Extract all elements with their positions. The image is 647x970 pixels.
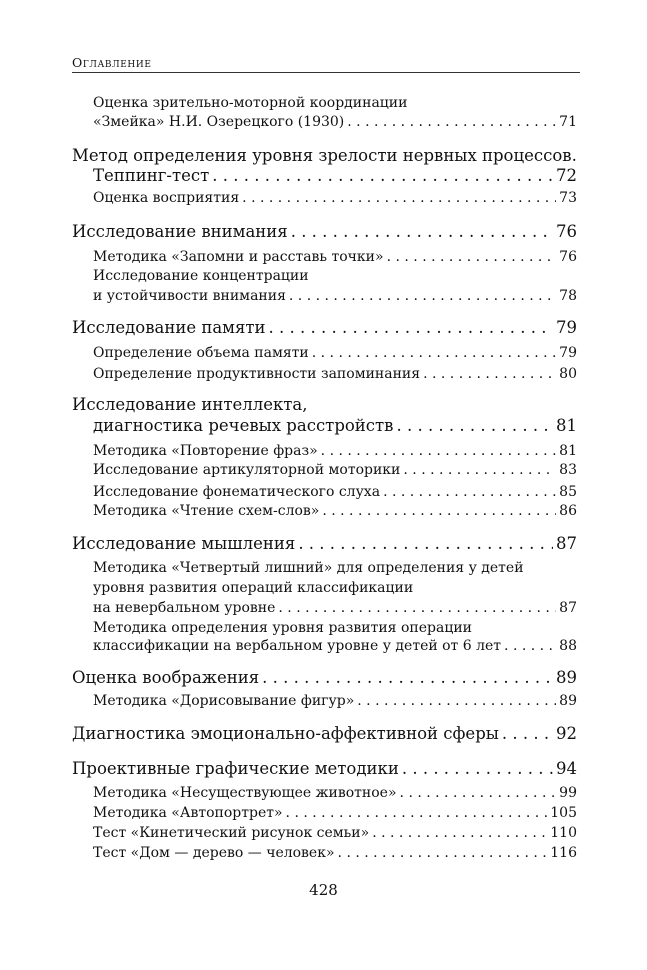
toc-entry[interactable]: «Змейка» Н.И. Озерецкого (1930) . . . 71 <box>93 114 577 130</box>
toc-entry[interactable]: Исследование внимания . . . 76 <box>72 222 577 241</box>
toc-entry[interactable]: Методика «Чтение схем-слов» . . . 86 <box>93 503 577 519</box>
toc-entry[interactable]: Теппинг-тест . . . 72 <box>93 166 577 185</box>
header-title: Оглавление <box>72 55 152 70</box>
page-ref: 87 <box>559 600 577 616</box>
page-ref: 76 <box>559 249 577 265</box>
page-ref: 105 <box>550 805 577 821</box>
page-ref: 94 <box>556 759 577 778</box>
toc-entry[interactable]: Определение объема памяти . . . 79 <box>93 345 577 361</box>
toc-entry[interactable]: Определение продуктивности запоминания . . . 80 <box>93 366 577 382</box>
page-ref: 99 <box>559 785 577 801</box>
page-ref: 80 <box>559 366 577 382</box>
page-ref: 83 <box>559 462 577 478</box>
page-ref: 76 <box>556 222 577 241</box>
running-header <box>72 54 580 73</box>
toc-entry[interactable]: Методика «Автопортрет» . . . 105 <box>93 805 577 821</box>
toc-entry[interactable]: Исследование мышления . . . 87 <box>72 534 577 553</box>
toc-entry[interactable]: Исследование памяти . . . 79 <box>72 318 577 337</box>
toc-entry[interactable]: Методика «Несуществующее животное» . . . 99 <box>93 785 577 801</box>
toc-entry[interactable]: на невербальном уровне . . . 87 <box>93 600 577 616</box>
page-ref: 73 <box>559 190 577 206</box>
toc-line: Исследование интеллекта, <box>72 395 308 414</box>
toc-line: Исследование концентрации <box>93 268 309 284</box>
page-number: 428 <box>309 881 338 899</box>
toc-line: Оценка зрительно-моторной координации <box>93 95 408 111</box>
toc-line: Методика определения уровня развития операции <box>93 620 472 636</box>
page-ref: 85 <box>559 484 577 500</box>
toc-line: Методика «Четвертый лишний» для определения у детей <box>93 560 524 576</box>
toc-entry[interactable]: Оценка восприятия . . . 73 <box>93 190 577 206</box>
page-ref: 92 <box>556 724 577 743</box>
toc-entry[interactable]: Тест «Дом — дерево — человек» . . . 116 <box>93 845 577 861</box>
toc-entry[interactable]: Диагностика эмоционально-аффективной сферы . . . 92 <box>72 724 577 743</box>
page-ref: 86 <box>559 503 577 519</box>
toc-entry[interactable]: классификации на вербальном уровне у детей от 6 лет . . . 88 <box>93 638 577 654</box>
page-ref: 79 <box>556 318 577 337</box>
toc-entry[interactable]: Методика «Дорисовывание фигур» . . . 89 <box>93 693 577 709</box>
page-ref: 78 <box>559 288 577 304</box>
page-ref: 81 <box>556 416 577 435</box>
page-ref: 72 <box>556 166 577 185</box>
page-ref: 79 <box>559 345 577 361</box>
toc-entry[interactable]: Исследование артикуляторной моторики . . . 83 <box>93 462 577 478</box>
toc-entry[interactable]: Исследование фонематического слуха . . . 85 <box>93 484 577 500</box>
toc-entry[interactable]: Тест «Кинетический рисунок семьи» . . . 110 <box>93 825 577 841</box>
page-ref: 81 <box>559 443 577 459</box>
page-ref: 71 <box>559 114 577 130</box>
toc-line: Метод определения уровня зрелости нервных процессов. <box>72 146 577 165</box>
page-ref: 87 <box>556 534 577 553</box>
page-ref: 110 <box>550 825 577 841</box>
toc-entry[interactable]: и устойчивости внимания . . . 78 <box>93 288 577 304</box>
toc-entry[interactable]: Методика «Запомни и расставь точки» . . . 76 <box>93 249 577 265</box>
page-ref: 89 <box>556 668 577 687</box>
page-ref: 116 <box>550 845 577 861</box>
page-ref: 89 <box>559 693 577 709</box>
toc-entry[interactable]: Методика «Повторение фраз» . . . 81 <box>93 443 577 459</box>
page-ref: 88 <box>559 638 577 654</box>
toc-line: уровня развития операций классификации <box>93 580 414 596</box>
toc-entry[interactable]: диагностика речевых расстройств . . . 81 <box>93 416 577 435</box>
toc-entry[interactable]: Оценка воображения . . . 89 <box>72 668 577 687</box>
toc-entry[interactable]: Проективные графические методики . . . 94 <box>72 759 577 778</box>
